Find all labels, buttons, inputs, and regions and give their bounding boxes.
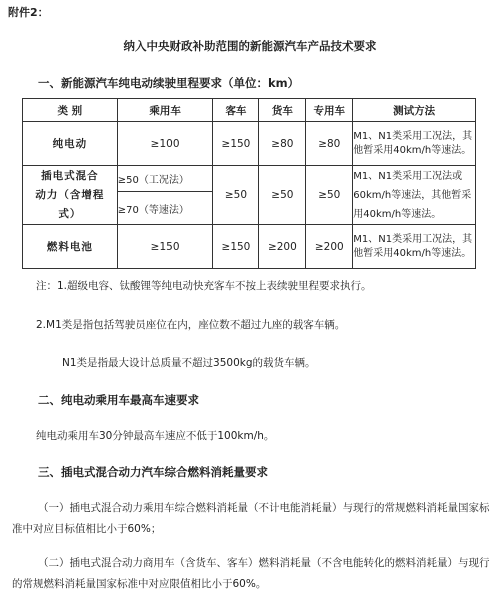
table-note-1: 注：1.超级电容、钛酸锂等纯电动快充客车不按上表续驶里程要求执行。: [36, 280, 372, 292]
cell-phev-passenger-constant: ≥70（等速法）: [117, 192, 213, 225]
table-row: [23, 225, 476, 269]
cell-phev-method: M1、N1类采用工况法或60km/h等速法，其他暂采用40km/h等速法。: [353, 166, 476, 225]
cell-fcv-method: M1、N1类采用工况法，其他暂采用40km/h等速法。: [353, 225, 476, 269]
cell-fcv-truck: ≥200: [259, 225, 306, 269]
cell-ev-method: M1、N1类采用工况法，其他暂采用40km/h等速法。: [353, 122, 476, 166]
section3-heading: 三、插电式混合动力汽车综合燃料消耗量要求: [38, 465, 268, 479]
section2-heading: 二、纯电动乘用车最高车速要求: [38, 393, 199, 407]
table-row: [23, 122, 476, 166]
cell-ev-special: ≥80: [306, 122, 353, 166]
cell-fcv-passenger: ≥150: [117, 225, 213, 269]
section3-paragraph-2: （二）插电式混合动力商用车（含货车、客车）燃料消耗量（不含电能转化的燃料消耗量）与现行的常规燃料消耗量国家标准中对应限值相比小于60%。: [12, 557, 490, 590]
row-label-phev: [23, 166, 118, 225]
header-special: 专用车: [306, 99, 353, 122]
range-requirements-table: [22, 98, 476, 269]
cell-ev-truck: ≥80: [259, 122, 306, 166]
cell-ev-bus: ≥150: [213, 122, 259, 166]
row-label-phev-line3: 式）: [58, 207, 82, 220]
header-category: 类 别: [23, 99, 118, 122]
table-note-2: 2.M1类是指包括驾驶员座位在内，座位数不超过九座的载客车辆。: [36, 319, 346, 331]
header-test-method: 测试方法: [353, 99, 476, 122]
cell-fcv-bus: ≥150: [213, 225, 259, 269]
section2-text: 纯电动乘用车30分钟最高车速应不低于100km/h。: [36, 430, 275, 442]
row-label-phev-line1: 插电式混合: [41, 169, 99, 182]
row-label-fcv: 燃料电池: [23, 225, 118, 269]
cell-phev-special: ≥50: [306, 166, 353, 225]
table-row: [23, 166, 476, 192]
cell-phev-passenger-cycle: ≥50（工况法）: [117, 166, 213, 192]
cell-fcv-special: ≥200: [306, 225, 353, 269]
cell-phev-bus: ≥50: [213, 166, 259, 225]
cell-ev-passenger: ≥100: [117, 122, 213, 166]
table-header-row: [23, 99, 476, 122]
table-note-3: N1类是指最大设计总质量不超过3500kg的载货车辆。: [62, 357, 316, 369]
row-label-phev-line2: 动力（含增程: [35, 188, 105, 201]
attachment-label: 附件2：: [8, 6, 49, 19]
header-truck: 货车: [259, 99, 306, 122]
section1-heading: 一、新能源汽车纯电动续驶里程要求（单位：km）: [38, 76, 300, 90]
row-label-ev: 纯电动: [23, 122, 118, 166]
header-bus: 客车: [213, 99, 259, 122]
document-title: 纳入中央财政补助范围的新能源汽车产品技术要求: [123, 39, 377, 53]
header-passenger: 乘用车: [117, 99, 213, 122]
section3-paragraph-1: （一）插电式混合动力乘用车综合燃料消耗量（不计电能消耗量）与现行的常规燃料消耗量国家标准中对应目标值相比小于60%；: [12, 502, 490, 535]
cell-phev-truck: ≥50: [259, 166, 306, 225]
